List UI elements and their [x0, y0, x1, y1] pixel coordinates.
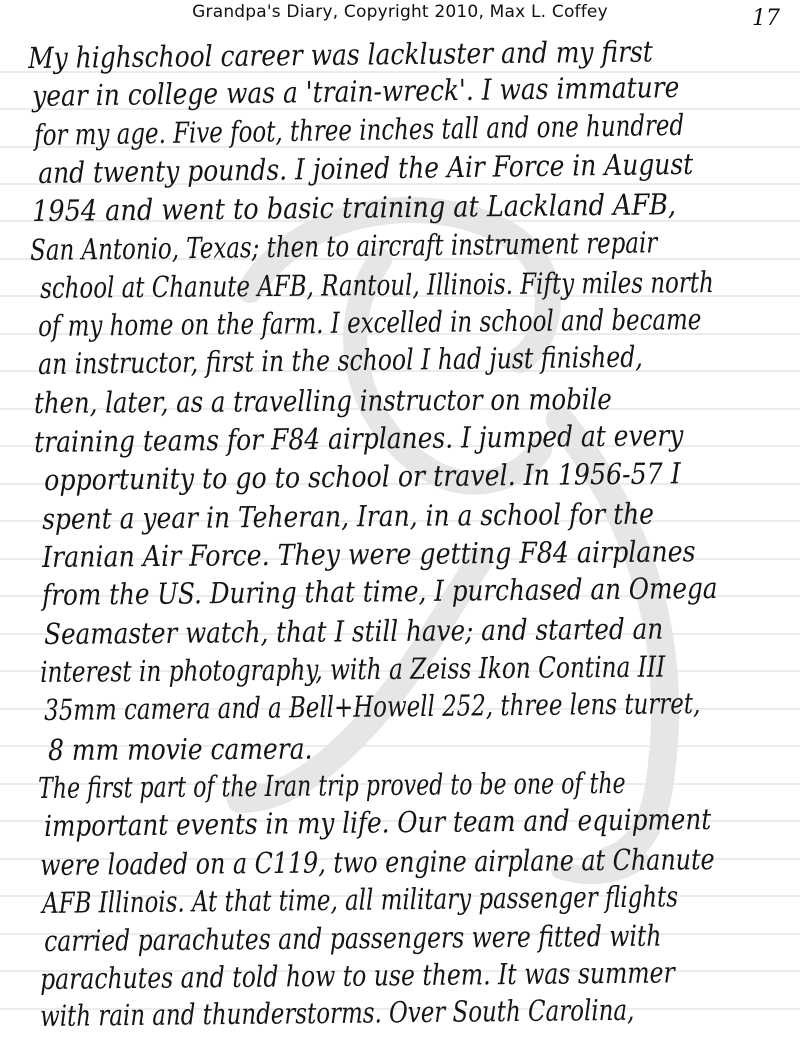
diary-line: with rain and thunderstorms. Over South Carolina,	[39, 992, 635, 1033]
diary-line: San Antonio, Texas; then to aircraft instrument repair	[29, 225, 658, 267]
diary-line: interest in photography, with a Zeiss Ikon Contina III	[39, 649, 666, 689]
diary-line: AFB Illinois. At that time, all military passenger flights	[41, 879, 679, 920]
diary-line: 1954 and went to basic training at Lackland AFB,	[31, 187, 677, 228]
diary-line: Seamaster watch, that I still have; and started an	[43, 611, 664, 651]
diary-line: then, later, as a travelling instructor on mobile	[33, 381, 612, 420]
diary-line: important events in my life. Our team and equipment	[43, 802, 712, 843]
diary-line: opportunity to go to school or travel. In 1956-57 I	[43, 456, 681, 497]
page-number: 17	[752, 6, 780, 31]
diary-line: 8 mm movie camera.	[47, 731, 313, 767]
diary-line: parachutes and told how to use them. It was summer	[39, 955, 675, 996]
diary-line: My highschool career was lackluster and my first	[27, 34, 654, 75]
diary-line: 35mm camera and a Bell+Howell 252, three lens turret,	[43, 686, 701, 727]
diary-line: from the US. During that time, I purchased an Omega	[41, 570, 718, 612]
diary-line: Iranian Air Force. They were getting F84 airplanes	[41, 534, 696, 574]
diary-line: of my home on the farm. I excelled in school and became	[37, 302, 702, 343]
diary-line: The first part of the Iran trip proved to be one of the	[37, 765, 626, 805]
diary-line: school at Chanute AFB, Rantoul, Illinois. Fifty miles north	[39, 265, 714, 305]
diary-line: spent a year in Teheran, Iran, in a school for the	[41, 496, 655, 536]
diary-line: and twenty pounds. I joined the Air Force in August	[37, 146, 694, 190]
diary-line: training teams for F84 airplanes. I jumped at every	[33, 418, 684, 459]
diary-line: an instructor, first in the school I had just finished,	[37, 339, 643, 381]
diary-line: were loaded on a C119, two engine airplane at Chanute	[39, 842, 715, 882]
diary-line: carried parachutes and passengers were fitted with	[43, 918, 662, 958]
diary-line: year in college was a 'train-wreck'. I was immature	[31, 69, 680, 113]
diary-line: for my age. Five foot, three inches tall and one hundred	[33, 107, 685, 152]
diary-header-title: Grandpa's Diary, Copyright 2010, Max L. Coffey	[192, 2, 608, 22]
